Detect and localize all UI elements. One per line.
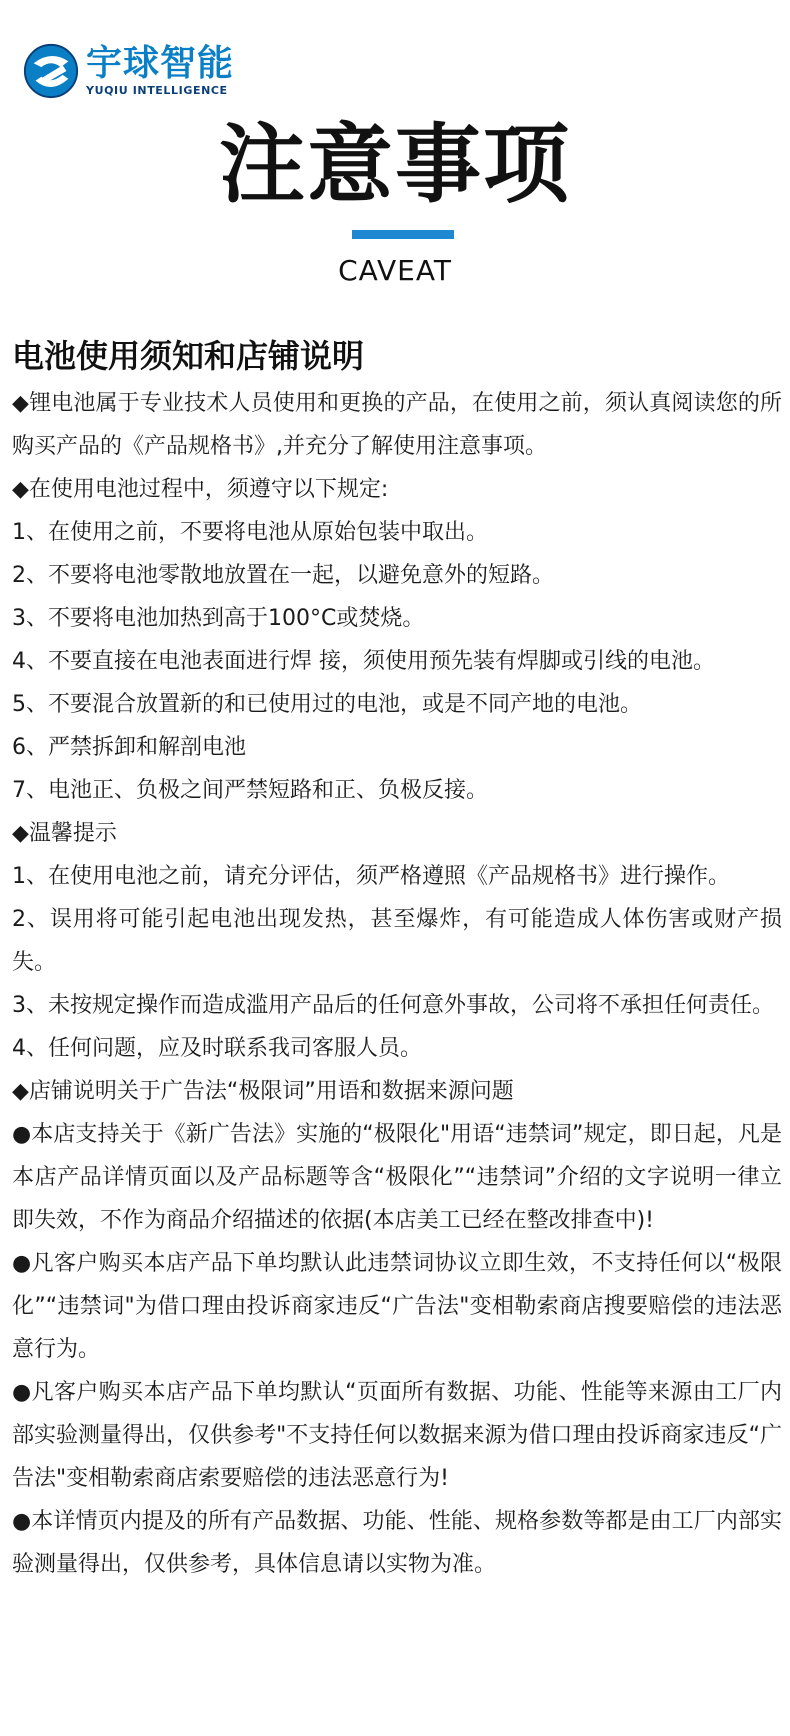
yuqiu-logo-icon: [22, 42, 80, 100]
notice-item: 6、严禁拆卸和解剖电池: [12, 735, 246, 760]
notice-item: 7、电池正、负极之间严禁短路和正、负极反接。: [12, 778, 488, 803]
notice-item: 1、在使用之前，不要将电池从原始包装中取出。: [12, 520, 488, 545]
notice-item: 2、不要将电池零散地放置在一起，以避免意外的短路。: [12, 563, 554, 588]
notice-item: ●本详情页内提及的所有产品数据、功能、性能、规格参数等都是由工厂内部实验测量得出，仅供参考，具体信息请以实物为准。: [12, 1509, 782, 1577]
notice-item: ◆在使用电池过程中，须遵守以下规定:: [12, 477, 389, 502]
logo-chinese-name: 宇球智能: [86, 43, 235, 84]
notice-list: [12, 382, 782, 1586]
notice-item: 3、未按规定操作而造成滥用产品后的任何意外事故，公司将不承担任何责任。: [12, 993, 774, 1018]
page-title: 注意事项: [219, 115, 571, 215]
section-heading: 电池使用须知和店铺说明: [12, 337, 365, 375]
notice-item: ●本店支持关于《新广告法》实施的“极限化"用语“违禁词”规定，即日起，凡是本店产品详情页面以及产品标题等含“极限化”“违禁词”介绍的文字说明一律立即失效，不作为商品介绍描述的依据(本店美工已经在整改排查中)!: [12, 1122, 782, 1233]
notice-item: 5、不要混合放置新的和已使用过的电池，或是不同产地的电池。: [12, 692, 642, 717]
notice-item: ●凡客户购买本店产品下单均默认“页面所有数据、功能、性能等来源由工厂内部实验测量得出，仅供参考"不支持任何以数据来源为借口理由投诉商家违反“广告法"变相勒索商店索要赔偿的违法恶意行为!: [12, 1380, 782, 1491]
brand-logo: [22, 42, 234, 100]
notice-item: 2、误用将可能引起电池出现发热，甚至爆炸，有可能造成人体伤害或财产损失。: [12, 907, 782, 975]
title-underline: [352, 230, 454, 239]
notice-item: 3、不要将电池加热到高于100°C或焚烧。: [12, 606, 425, 631]
page-subtitle: CAVEAT: [338, 254, 452, 287]
notice-item: 4、任何问题，应及时联系我司客服人员。: [12, 1036, 422, 1061]
notice-item: ◆锂电池属于专业技术人员使用和更换的产品，在使用之前，须认真阅读您的所购买产品的《产品规格书》,并充分了解使用注意事项。: [12, 391, 782, 459]
notice-content: [12, 330, 782, 1586]
notice-item: ◆温馨提示: [12, 821, 117, 846]
notice-item: 4、不要直接在电池表面进行焊 接，须使用预先装有焊脚或引线的电池。: [12, 649, 715, 674]
notice-item: 1、在使用电池之前，请充分评估，须严格遵照《产品规格书》进行操作。: [12, 864, 730, 889]
notice-item: ●凡客户购买本店产品下单均默认此违禁词协议立即生效，不支持任何以“极限化”“违禁词"为借口理由投诉商家违反“广告法"变相勒索商店搜要赔偿的违法恶意行为。: [12, 1251, 782, 1362]
logo-english-name: YUQIU INTELLIGENCE: [86, 84, 228, 97]
notice-item: ◆店铺说明关于广告法“极限词”用语和数据来源问题: [12, 1079, 514, 1104]
